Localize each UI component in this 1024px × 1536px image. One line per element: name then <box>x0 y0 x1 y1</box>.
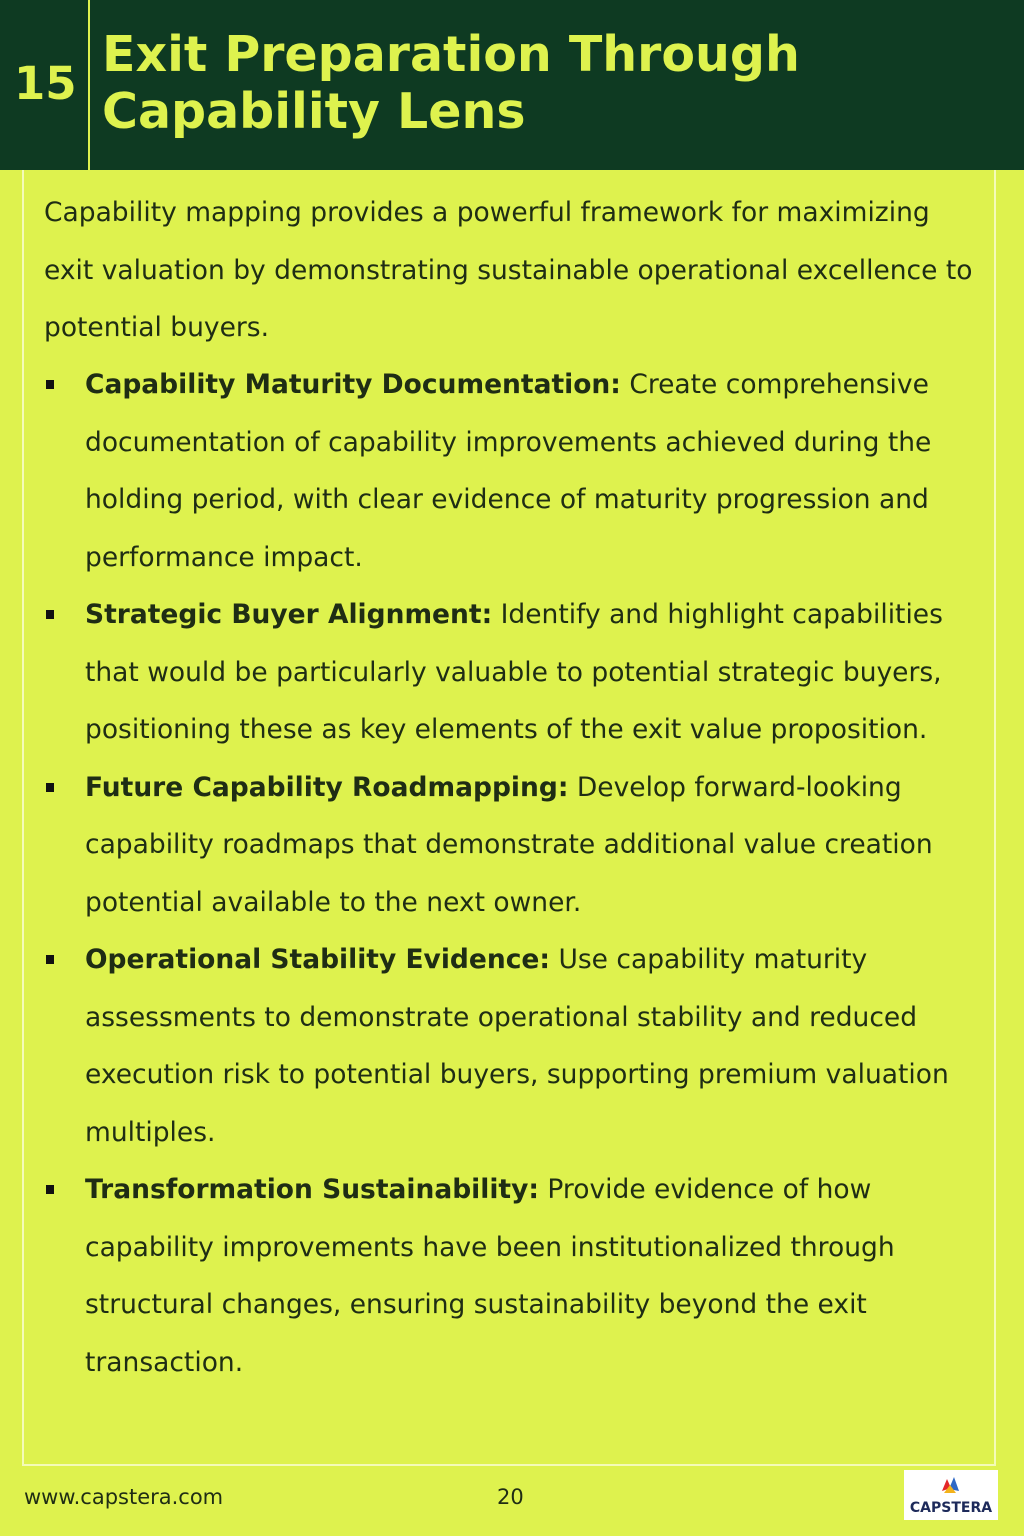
bullet-title: Strategic Buyer Alignment: <box>85 599 493 630</box>
bullet-text: Identify and highlight capabilities that would be particularly valuable to potential strategic buyers, positioning these as key elements of the exit value proposition. <box>85 599 943 745</box>
bullet-item-transformation-sustainability <box>44 1161 974 1391</box>
section-number: 15 <box>14 57 77 110</box>
intro-paragraph: Capability mapping provides a powerful framework for maximizing exit valuation by demonstrating sustainable operational excellence to potential buyers. <box>44 197 973 343</box>
bullet-text: Provide evidence of how capability improvements have been institutionalized through structural changes, ensuring sustainability beyond the exit transaction. <box>85 1174 895 1378</box>
header-divider <box>88 0 90 170</box>
bullet-title: Future Capability Roadmapping: <box>85 771 569 803</box>
bullet-title: Capability Maturity Documentation: <box>85 369 621 400</box>
bullet-title: Transformation Sustainability: <box>85 1174 539 1205</box>
bullet-text: Develop forward-looking capability roadmaps that demonstrate additional value creation potential available to the next owner. <box>85 771 933 918</box>
capstera-logo-text: CAPSTERA <box>909 1500 993 1516</box>
page-number: 20 <box>497 1485 524 1509</box>
bullet-list <box>44 356 974 1391</box>
bullet-text: Create comprehensive documentation of capability improvements achieved during the holding period, with clear evidence of maturity progression and performance impact. <box>85 369 932 573</box>
footer-website-link[interactable]: www.capstera.com <box>24 1485 224 1509</box>
capstera-logo <box>904 1470 998 1520</box>
square-bullet-icon <box>46 1185 54 1194</box>
bullet-text: Use capability maturity assessments to demonstrate operational stability and reduced execution risk to potential buyers, supporting premium valuation multiples. <box>85 944 949 1148</box>
square-bullet-icon <box>46 610 54 619</box>
capstera-logo-icon <box>938 1473 962 1497</box>
bullet-item-strategic-buyer-alignment <box>44 586 974 759</box>
page-header <box>0 0 1024 170</box>
bullet-title: Operational Stability Evidence: <box>85 944 551 975</box>
bullet-item-operational-stability-evidence <box>44 931 974 1161</box>
square-bullet-icon <box>46 783 54 792</box>
page-title: Exit Preparation Through Capability Lens <box>102 26 800 140</box>
square-bullet-icon <box>46 955 54 964</box>
bullet-item-capability-maturity-documentation <box>44 356 974 586</box>
bullet-item-future-capability-roadmapping <box>44 759 974 932</box>
square-bullet-icon <box>46 380 54 389</box>
